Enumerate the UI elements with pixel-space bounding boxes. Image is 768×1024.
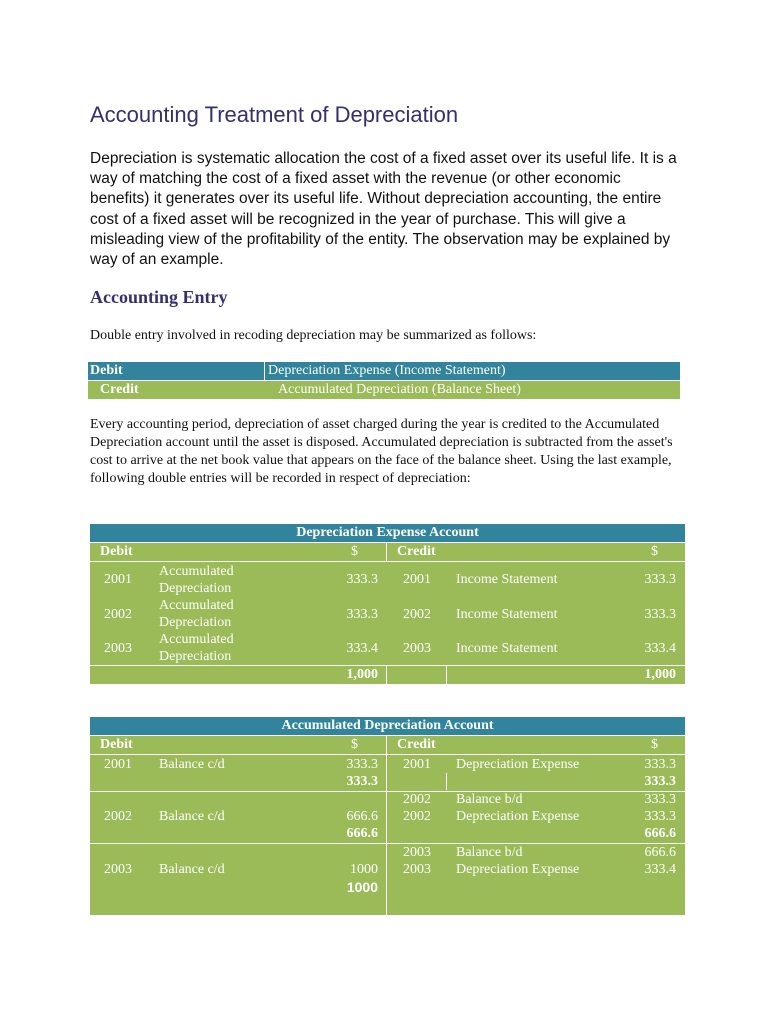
table-title: Accumulated Depreciation Account <box>90 717 685 735</box>
header-rule <box>90 542 685 543</box>
header-rule <box>90 754 685 755</box>
credit-amount: 333.3 <box>644 607 676 622</box>
credit-currency: $ <box>651 737 658 752</box>
debit-description: Depreciation <box>159 649 232 664</box>
debit-year: 2002 <box>104 607 132 622</box>
credit-total: 1,000 <box>644 667 676 682</box>
credit-label: Credit <box>100 382 139 397</box>
credit-amount: 333.3 <box>644 792 676 807</box>
column-divider <box>446 773 447 790</box>
credit-header: Credit <box>397 544 436 559</box>
debit-description: Depreciation <box>159 615 232 630</box>
credit-amount: 333.3 <box>644 809 676 824</box>
credit-amount: 333.3 <box>644 572 676 587</box>
credit-description: Income Statement <box>456 572 558 587</box>
debit-total: 666.6 <box>346 826 378 841</box>
column-divider <box>386 736 387 915</box>
section-rule <box>90 791 685 792</box>
debit-currency: $ <box>351 544 358 559</box>
debit-row <box>88 362 680 381</box>
accumulated-depreciation-account-table <box>90 717 685 915</box>
debit-label: Debit <box>90 363 123 378</box>
depreciation-expense-account-table <box>90 524 685 684</box>
credit-account: Accumulated Depreciation (Balance Sheet) <box>278 382 521 397</box>
credit-header: Credit <box>397 737 436 752</box>
table-title: Depreciation Expense Account <box>90 524 685 542</box>
debit-account: Depreciation Expense (Income Statement) <box>268 363 506 378</box>
credit-description: Depreciation Expense <box>456 809 580 824</box>
credit-year: 2001 <box>403 757 431 772</box>
debit-total: 1,000 <box>346 667 378 682</box>
row-divider <box>264 362 265 380</box>
credit-description: Depreciation Expense <box>456 862 580 877</box>
debit-description: Balance c/d <box>159 809 225 824</box>
debit-description: Balance c/d <box>159 862 225 877</box>
credit-year: 2003 <box>403 862 431 877</box>
total-rule <box>90 665 685 666</box>
credit-amount: 333.4 <box>644 641 676 656</box>
credit-year: 2002 <box>403 809 431 824</box>
debit-description: Depreciation <box>159 581 232 596</box>
debit-total: 1000 <box>346 879 378 895</box>
body-paragraph: Every accounting period, depreciation of asset charged during the year is credited to the Accumulated Depreciation account until the asset is disposed. Accumulated depreciation is subtracted from the asset's cost to arrive at the net book value that appears on the face of the balance sheet. Using the last example, following double entries will be recorded in respect of depreciation: <box>90 417 673 486</box>
debit-description: Accumulated <box>159 564 234 579</box>
credit-amount: 333.4 <box>644 862 676 877</box>
page-title: Accounting Treatment of Depreciation <box>90 102 459 127</box>
credit-description: Balance b/d <box>456 792 523 807</box>
intro-paragraph: Depreciation is systematic allocation the cost of a fixed asset over its useful life. It is a way of matching the cost of a fixed asset with the revenue (or other economic benefits) it generates over its useful life. Without depreciation accounting, the entire cost of a fixed asset will be recognized in the year of purchase. This will give a misleading view of the profitability of the entity. The observation may be explained by way of an example. <box>90 150 677 269</box>
debit-total: 333.3 <box>346 774 378 789</box>
entry-intro-text: Double entry involved in recoding depreciation may be summarized as follows: <box>90 328 537 343</box>
column-divider <box>446 666 447 684</box>
debit-description: Accumulated <box>159 632 234 647</box>
header-rule <box>90 561 685 562</box>
double-entry-table <box>88 362 680 400</box>
debit-currency: $ <box>351 737 358 752</box>
credit-amount: 666.6 <box>644 845 676 860</box>
debit-year: 2003 <box>104 641 132 656</box>
debit-amount: 333.3 <box>346 757 378 772</box>
credit-amount: 333.3 <box>644 757 676 772</box>
credit-currency: $ <box>651 544 658 559</box>
debit-year: 2003 <box>104 862 132 877</box>
section-heading: Accounting Entry <box>90 287 228 307</box>
section-rule <box>90 843 685 844</box>
credit-year: 2002 <box>403 607 431 622</box>
header-rule <box>90 735 685 736</box>
credit-total: 666.6 <box>644 826 676 841</box>
credit-description: Income Statement <box>456 641 558 656</box>
debit-year: 2001 <box>104 757 132 772</box>
credit-row <box>88 381 680 399</box>
debit-amount: 1000 <box>350 862 378 877</box>
debit-header: Debit <box>100 544 133 559</box>
credit-year: 2003 <box>403 641 431 656</box>
debit-header: Debit <box>100 737 133 752</box>
credit-description: Balance b/d <box>456 845 523 860</box>
debit-amount: 333.3 <box>346 572 378 587</box>
debit-amount: 333.4 <box>346 641 378 656</box>
column-divider <box>386 543 387 561</box>
debit-description: Balance c/d <box>159 757 225 772</box>
debit-year: 2002 <box>104 809 132 824</box>
column-divider <box>386 666 387 684</box>
credit-description: Depreciation Expense <box>456 757 580 772</box>
debit-amount: 666.6 <box>346 809 378 824</box>
credit-description: Income Statement <box>456 607 558 622</box>
credit-year: 2001 <box>403 572 431 587</box>
credit-year: 2003 <box>403 845 431 860</box>
credit-year: 2002 <box>403 792 431 807</box>
debit-description: Accumulated <box>159 598 234 613</box>
debit-amount: 333.3 <box>346 607 378 622</box>
credit-total: 333.3 <box>644 774 676 789</box>
debit-year: 2001 <box>104 572 132 587</box>
